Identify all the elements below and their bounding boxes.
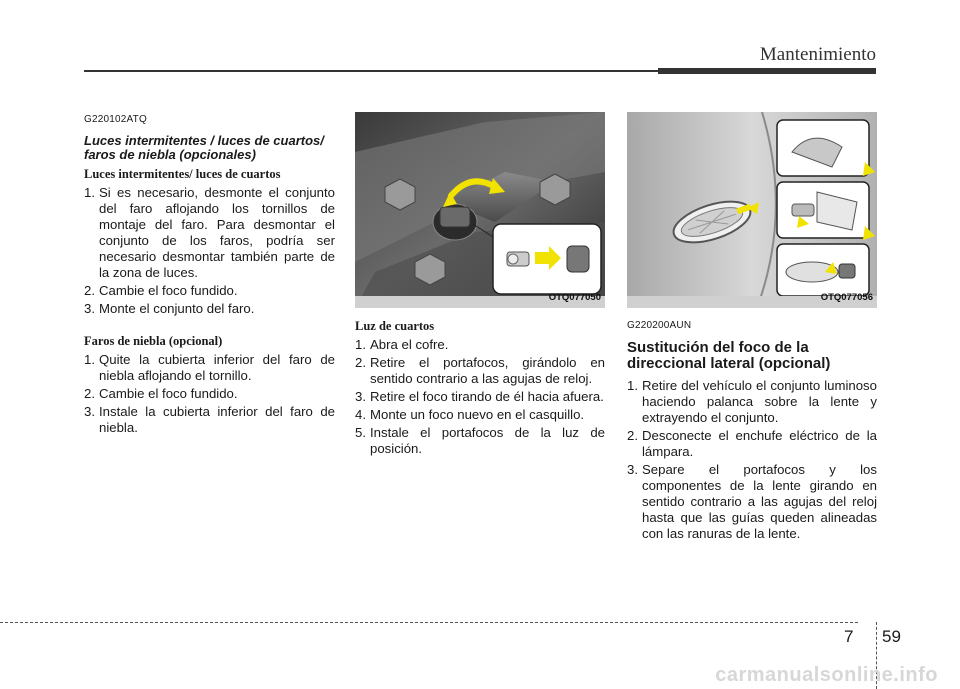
list-item: 1. Abra el cofre. xyxy=(355,337,449,352)
figure-position-lamp xyxy=(355,112,605,308)
list-item: 4. Monte un foco nuevo en el casquillo. xyxy=(355,407,585,422)
list-item: 3. Retire el foco tirando de él hacia afuera. xyxy=(355,389,604,404)
figure-side-repeater xyxy=(627,112,877,308)
column-1 xyxy=(84,112,335,438)
list-item: 2. Retire el portafocos, girándolo en sentido contrario a las agujas de reloj. xyxy=(355,355,605,386)
subheading-turn-signals: Luces intermitentes/ luces de cuartos xyxy=(84,167,281,181)
steps-list-side-repeater xyxy=(627,378,877,542)
section-title: Luces intermitentes / luces de cuartos/ faros de niebla (opcionales) xyxy=(84,133,324,162)
steps-list-fog-lamps xyxy=(84,352,335,436)
list-item: 1. Quite la cubierta inferior del faro de niebla aflojando el tornillo. xyxy=(84,352,335,383)
watermark: carmanualsonline.info xyxy=(715,664,938,686)
section-title: Sustitución del foco de la direccional lateral (opcional) xyxy=(627,339,831,372)
list-item: 1. Si es necesario, desmonte el conjunto del faro aflojando los tornillos de montaje del faro. Para desmontar el conjunto de los faros, podría ser necesario desmontar también parte de la zona de luces. xyxy=(84,185,335,280)
footer-rule xyxy=(0,622,858,623)
figure-code: OTQ077056 xyxy=(820,292,873,303)
position-lamp-illustration xyxy=(355,112,605,308)
list-item: 1. Retire del vehículo el conjunto luminoso haciendo palanca sobre la lente y extrayendo el conjunto. xyxy=(627,378,877,425)
page-number: 59 xyxy=(882,627,901,646)
chapter-number: 7 xyxy=(844,627,854,646)
list-item: 5. Instale el portafocos de la luz de posición. xyxy=(355,425,605,456)
column-2 xyxy=(355,112,605,459)
subheading-position-lamp: Luz de cuartos xyxy=(355,319,435,333)
section-code: G220102ATQ xyxy=(84,114,147,125)
section-code: G220200AUN xyxy=(627,320,692,331)
header-rule-accent xyxy=(658,68,876,74)
list-item: 3. Separe el portafocos y los componentes de la lente girando en sentido contrario a las agujas del reloj hasta que las guías queden alineadas con las ranuras de la lente. xyxy=(627,462,877,541)
list-item: 3. Monte el conjunto del faro. xyxy=(84,301,255,316)
figure-code: OTQ077050 xyxy=(548,292,601,303)
list-item: 2. Desconecte el enchufe eléctrico de la lámpara. xyxy=(627,428,877,459)
subheading-fog-lamps: Faros de niebla (opcional) xyxy=(84,334,223,348)
side-repeater-illustration xyxy=(627,112,877,308)
list-item: 2. Cambie el foco fundido. xyxy=(84,386,238,401)
column-3 xyxy=(627,112,877,544)
header-title: Mantenimiento xyxy=(759,44,876,65)
list-item: 3. Instale la cubierta inferior del faro de niebla. xyxy=(84,404,335,435)
steps-list-turn-signals xyxy=(84,185,335,317)
steps-list-position-lamp xyxy=(355,337,605,457)
list-item: 2. Cambie el foco fundido. xyxy=(84,283,238,298)
header-rule xyxy=(84,70,658,72)
